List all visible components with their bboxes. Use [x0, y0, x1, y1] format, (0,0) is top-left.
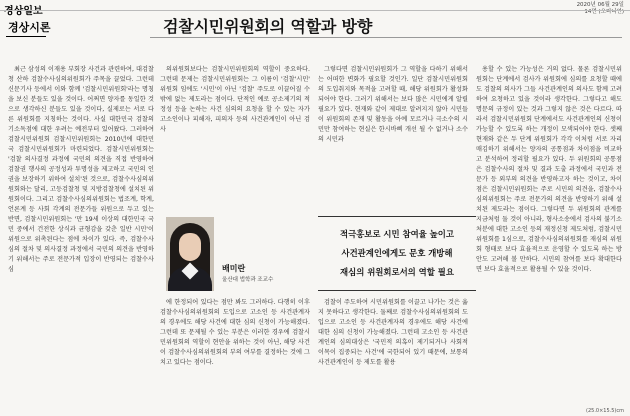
page-info: 14면 (오피니언): [584, 9, 624, 15]
masthead-logo: 경상일보: [4, 6, 43, 17]
pullquote-bottom-rule: [318, 290, 476, 291]
section-underline: [6, 36, 46, 37]
column-4-text: 용할 수 있는 가능성은 거의 없다. 물론 검찰시민위원회는 단계에서 검사가 위원회에 심의를 요청할 때에도 검찰의 의사가 그들 사건관계인의 의사도 함께 고려하여 요청하고 있을 것이라 생각한다. 그렇다고 해도 명문의 규정이 있는 것과 그렇지 않은 것은 다르다. 따라서 검찰시민위원회 단계에서도 사건관계인의 신청이 가능할 수 있도록 하는 개정이 모색되어야 한다. 셋째 현재와 같은 두 단계 위원회가 각각 이처럼 서로 자리매김하기 위해서는 양자의 공통점과 차이점을 비교하고 분석하여 정리할 필요가 있다. 두 위원회의 공통점은 검찰수사의 절차 및 결과 도출 과정에서 국민과 전문가 등 외부의 의견을 반영하고자 하는 것이고, 차이점은 검찰시민위원회는 주로 시민의 의견을, 검찰수사심의위원회는 주로 전문가의 의견을 반영하기 위해 설치된 제도라는 점이다. 그렇다면 두 위원회의 관계를 지금처럼 둘 것이 아니라, 형사소송에서 검사의 불기소 처분에 대한 고소인 등의 재정신청 제도처럼, 검찰시민위원회를 1심으로, 검찰수사심의위원회를 재심의 위원회 형태로 보다 효율적으로 운영할 수 있도록 하는 방안도 고려해 볼 만하다. 시민의 참여를 보다 확대한다면 보다 효율적으로 활용될 수 있을 것이다.: [476, 66, 622, 273]
article-column-1: [8, 65, 154, 411]
article-column-4: [476, 65, 622, 405]
author-title: 울산대 법학과 조교수: [222, 277, 274, 283]
section-label: 경상시론: [8, 21, 51, 34]
size-note: (25.0×15.5)cm: [586, 408, 624, 414]
column-2-top-text: 의위원회보다는 검찰시민위원회의 역할이 중요하다. 그런데 문제는 검찰시민위원회는 그 이름이 '검찰'시민' 위원회 임에도 '시민'이 아닌 '검찰' 주도로 이끌어질 수밖에 없는 제도라는 점이다. 단적인 예로 공소제기의 적정성 등을 논하는 사건 심의의 요청을 할 수 있는 자가 고소인이나 피해자, 피의자 등의 사건관계인이 아닌 검사: [160, 66, 310, 133]
column-1-text: 최근 삼성의 이재용 부회장 사건과 관련하여, 대검찰청 산하 검찰수사심의위원회가 주목을 끌었다. 그런데 신문기사 등에서 이와 함께 '검찰시민위원회'라는 명칭을 보신 분들도 있을 것이다. 어쩌면 양자를 동일한 것으로 생각하신 분들도 있을 것이다, 실제로는 서로 다른 위원회를 지칭하는 것이다. 사실 대한민국 검찰의 기소독점에 대한 우려는 예전부터 있어왔다. 그러하여 검찰시민위원회 검찰시민위원회는 2010년에 대한민국 검찰시민위원회가 마련되었다. 검찰시민위원회는 '검찰 의사결정 과정에 국민의 의견을 직접 반영하여 검찰권 행사의 공정성과 투명성을 제고하고 국민의 인권을 보장하기 위하여 설치'된 것으로, 검찰수사심의위원회와는 달리, 고등검찰청 및 지방검찰청에 설치된 위원회이다. 그리고 검찰수사심의위원회는 법조계, 학계, 언론계 등 사회 각계의 전문가들 위원으로 두고 있는 반면, 검찰시민위원회는 '만 19세 이상의 대한민국 국민 중에서 건전한 상식과 균형감을 갖춘 일반 시민'이 위원으로 위촉된다는 점에 차이가 있다. 즉, 검찰수사심의 절차 및 의사결정 과정에서 국민의 의견을 반영하기 위해서는 주로 전문가적 입장이 반영되는 검찰수사심: [8, 66, 154, 273]
author-box: [160, 215, 315, 297]
column-2-bottom-text: 에 한정되어 있다는 점만 봐도 그러하다. 다행히 이후 검찰수사심의위원회의 도입으로 고소인 등 사건관계자의 경우에도 해당 사건에 대한 심의 신청이 가능해졌다. 그런데 또 문제될 수 있는 부분은 이러한 경우에 검찰시민위원회의 역할이 현안을 위하는 것이 아닌, 해당 사건이 검찰수사심의위원회의 부의 여부를 결정하는 것에 그치고 있다는 점이다.: [160, 299, 310, 366]
pullquote-line-2: 사건관계인에게도 문호 개방해: [341, 248, 453, 258]
article-column-3-top: [318, 65, 468, 205]
pullquote-line-3: 재심의 위원회로서의 역할 필요: [340, 267, 454, 277]
author-photo: [166, 217, 214, 291]
pull-quote: [322, 225, 472, 282]
article-column-2-bottom: [160, 298, 310, 410]
column-3-bottom-text: 검찰이 주도하여 시민위원회를 이끌고 나가는 것은 옳지 못하다고 생각한다. 둘째로 검찰수사심의위원회의 도입으로 고소인 등 사건관계자의 경우에도 해당 사건에 대한 심의 신청이 가능해졌다. 그런데 고소인 등 사건관계인의 심의대상은 '국민적 의혹이 제기되거나 사회적 이목이 집중되는 사건'에 국한되어 있기 때문에, 보통의 사건관계인이 등 제도를 활용: [318, 299, 468, 366]
date-bar: [577, 2, 624, 16]
article-column-2-top: [160, 65, 310, 203]
article-headline: 검찰시민위원회의 역할과 방향: [163, 17, 373, 36]
publication-date: 2020년 06월 29일: [576, 2, 624, 8]
top-divider: [0, 10, 630, 11]
pullquote-line-1: 적극홍보로 시민 참여율 높이고: [340, 229, 454, 239]
column-3-top-text: 그렇다면 검찰시민위원회가 그 역할을 다하기 위해서는 어떠한 변화가 필요할 것인가. 일단 검찰시민위원회의 도입취지와 목적을 고려할 때, 해당 위원회가 활성화되어야 한다. 그러기 위해서는 보다 많은 시민에게 알릴 필요가 있다. 현재와 같이 제대로 알려지지 않아 시민들이 위원회의 존재 및 활동을 아예 모르거나 극소수의 시민만 참여하는 현실은 한시바삐 개선 될 수 없거나 소수의 시민과: [318, 66, 468, 143]
headline-divider: [150, 37, 622, 38]
article-column-3-bottom: [318, 298, 468, 410]
pullquote-top-rule: [318, 216, 476, 217]
author-name: 배미란: [222, 264, 246, 273]
